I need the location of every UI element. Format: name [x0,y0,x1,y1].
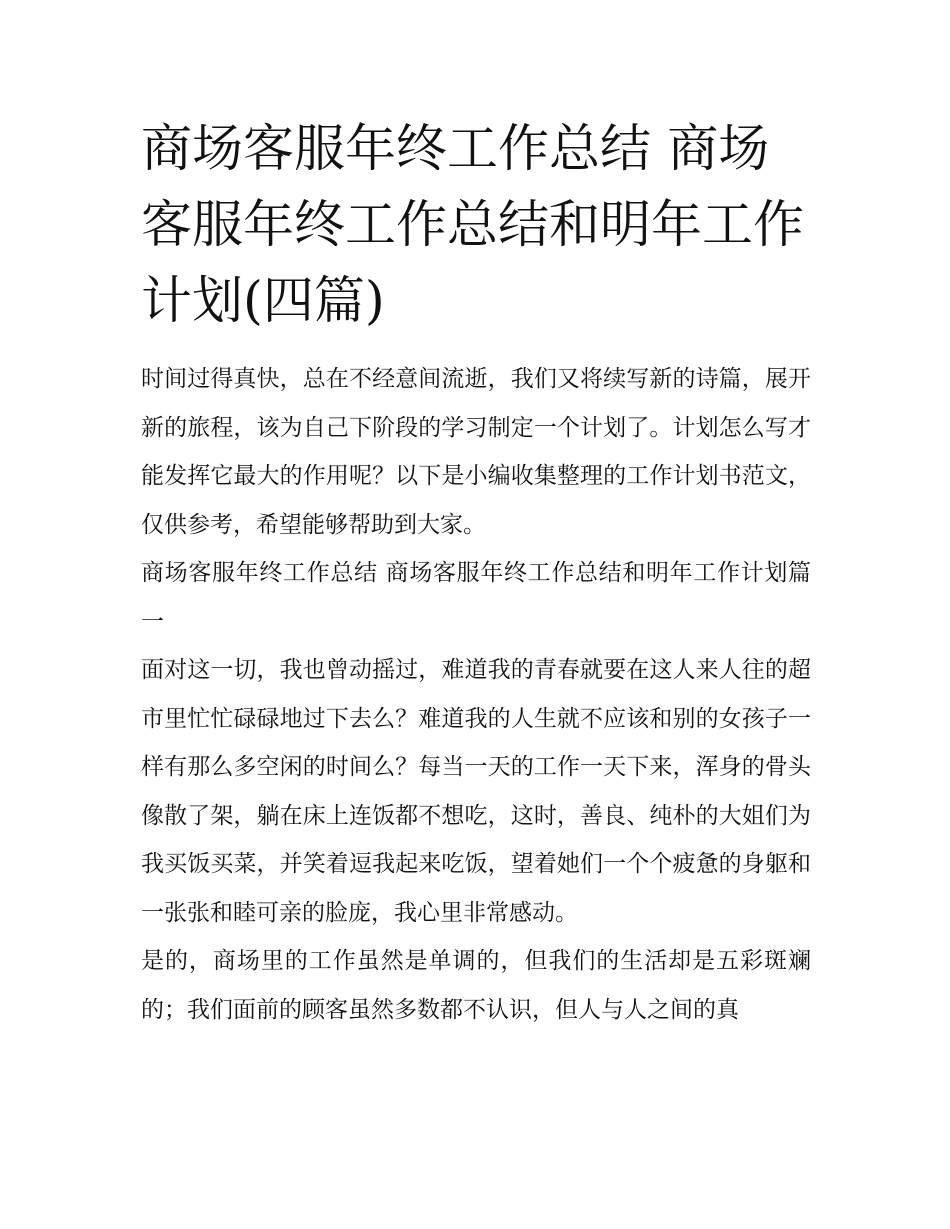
intro-paragraph: 时间过得真快，总在不经意间流逝，我们又将续写新的诗篇，展开新的旅程，该为自己下阶段的学习制定一个计划了。计划怎么写才能发挥它最大的作用呢？以下是小编收集整理的工作计划书范文，仅供参考，希望能够帮助到大家。 [141,366,811,538]
document-title: 商场客服年终工作总结 商场客服年终工作总结和明年工作计划(四篇) [141,120,805,331]
body-paragraph: 是的，商场里的工作虽然是单调的，但我们的生活却是五彩斑斓的；我们面前的顾客虽然多数都不认识，但人与人之间的真 [141,948,811,1023]
body-paragraph: 面对这一切，我也曾动摇过，难道我的青春就要在这人来人往的超市里忙忙碌碌地过下去么？难道我的人生就不应该和别的女孩子一样有那么多空闲的时间么？每当一天的工作一天下来，浑身的骨头像散了架，躺在床上连饭都不想吃，这时，善良、纯朴的大姐们为我买饭买菜，并笑着逗我起来吃饭，望着她们一个个疲惫的身躯和一张张和睦可亲的脸庞，我心里非常感动。 [141,657,811,926]
document-body [141,355,811,1034]
section-heading: 商场客服年终工作总结 商场客服年终工作总结和明年工作计划篇一 [141,560,811,635]
document-page [141,112,811,1034]
